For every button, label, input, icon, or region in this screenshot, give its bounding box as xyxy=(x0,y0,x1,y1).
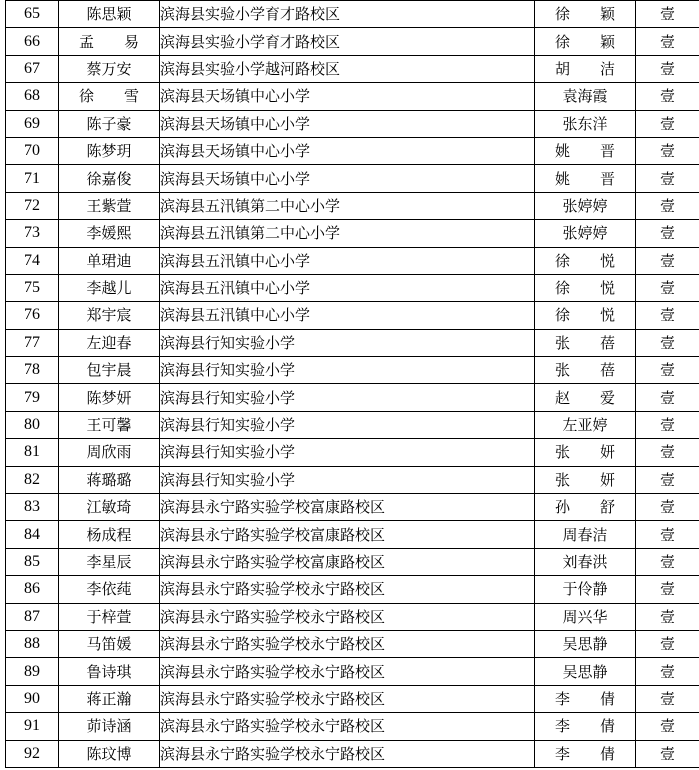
school-name-cell: 滨海县永宁路实验学校永宁路校区 xyxy=(160,685,535,712)
table-row xyxy=(6,603,699,630)
student-name-cell: 周欣雨 xyxy=(59,439,160,466)
table-row xyxy=(6,274,699,301)
award-grade-cell: 壹 xyxy=(636,685,699,712)
teacher-name-cell: 张 妍 xyxy=(535,466,636,493)
row-number-cell: 66 xyxy=(6,28,59,55)
award-grade-cell: 壹 xyxy=(636,658,699,685)
student-name-cell: 徐嘉俊 xyxy=(59,165,160,192)
student-name-cell: 左迎春 xyxy=(59,329,160,356)
award-roster-table xyxy=(5,0,699,768)
row-number-cell: 84 xyxy=(6,521,59,548)
row-number-cell: 86 xyxy=(6,576,59,603)
student-name-cell: 蒋正瀚 xyxy=(59,685,160,712)
school-name-cell: 滨海县永宁路实验学校永宁路校区 xyxy=(160,576,535,603)
table-row xyxy=(6,247,699,274)
school-name-cell: 滨海县永宁路实验学校富康路校区 xyxy=(160,521,535,548)
student-name-cell: 蔡万安 xyxy=(59,55,160,82)
student-name-cell: 郑宇宸 xyxy=(59,302,160,329)
school-name-cell: 滨海县天场镇中心小学 xyxy=(160,165,535,192)
student-name-cell: 马笛媛 xyxy=(59,630,160,657)
school-name-cell: 滨海县永宁路实验学校永宁路校区 xyxy=(160,630,535,657)
table-row xyxy=(6,192,699,219)
student-name-cell: 鲁诗琪 xyxy=(59,658,160,685)
teacher-name-cell: 周春洁 xyxy=(535,521,636,548)
school-name-cell: 滨海县五汛镇第二中心小学 xyxy=(160,192,535,219)
table-row xyxy=(6,576,699,603)
table-row xyxy=(6,521,699,548)
teacher-name-cell: 徐 悦 xyxy=(535,247,636,274)
school-name-cell: 滨海县永宁路实验学校永宁路校区 xyxy=(160,740,535,767)
school-name-cell: 滨海县实验小学越河路校区 xyxy=(160,55,535,82)
teacher-name-cell: 徐 颖 xyxy=(535,28,636,55)
award-grade-cell: 壹 xyxy=(636,740,699,767)
student-name-cell: 陈玟博 xyxy=(59,740,160,767)
award-grade-cell: 壹 xyxy=(636,28,699,55)
row-number-cell: 74 xyxy=(6,247,59,274)
student-name-cell: 李越儿 xyxy=(59,274,160,301)
award-grade-cell: 壹 xyxy=(636,466,699,493)
student-name-cell: 茆诗涵 xyxy=(59,713,160,740)
school-name-cell: 滨海县实验小学育才路校区 xyxy=(160,28,535,55)
award-grade-cell: 壹 xyxy=(636,165,699,192)
school-name-cell: 滨海县天场镇中心小学 xyxy=(160,137,535,164)
row-number-cell: 79 xyxy=(6,384,59,411)
table-row xyxy=(6,411,699,438)
table-row xyxy=(6,220,699,247)
student-name-cell: 徐 雪 xyxy=(59,83,160,110)
row-number-cell: 78 xyxy=(6,357,59,384)
row-number-cell: 89 xyxy=(6,658,59,685)
student-name-cell: 包宇晨 xyxy=(59,357,160,384)
table-row xyxy=(6,384,699,411)
award-grade-cell: 壹 xyxy=(636,329,699,356)
award-grade-cell: 壹 xyxy=(636,548,699,575)
award-grade-cell: 壹 xyxy=(636,713,699,740)
school-name-cell: 滨海县永宁路实验学校富康路校区 xyxy=(160,494,535,521)
teacher-name-cell: 周兴华 xyxy=(535,603,636,630)
teacher-name-cell: 赵 爱 xyxy=(535,384,636,411)
table-row xyxy=(6,548,699,575)
school-name-cell: 滨海县永宁路实验学校永宁路校区 xyxy=(160,713,535,740)
row-number-cell: 72 xyxy=(6,192,59,219)
row-number-cell: 69 xyxy=(6,110,59,137)
award-grade-cell: 壹 xyxy=(636,220,699,247)
teacher-name-cell: 姚 晋 xyxy=(535,165,636,192)
school-name-cell: 滨海县五汛镇中心小学 xyxy=(160,247,535,274)
table-row xyxy=(6,83,699,110)
row-number-cell: 77 xyxy=(6,329,59,356)
teacher-name-cell: 张 妍 xyxy=(535,439,636,466)
table-row xyxy=(6,302,699,329)
row-number-cell: 82 xyxy=(6,466,59,493)
school-name-cell: 滨海县五汛镇第二中心小学 xyxy=(160,220,535,247)
table-row xyxy=(6,55,699,82)
student-name-cell: 陈子豪 xyxy=(59,110,160,137)
table-row xyxy=(6,685,699,712)
row-number-cell: 91 xyxy=(6,713,59,740)
school-name-cell: 滨海县行知实验小学 xyxy=(160,329,535,356)
award-grade-cell: 壹 xyxy=(636,439,699,466)
row-number-cell: 71 xyxy=(6,165,59,192)
school-name-cell: 滨海县五汛镇中心小学 xyxy=(160,302,535,329)
school-name-cell: 滨海县永宁路实验学校富康路校区 xyxy=(160,548,535,575)
school-name-cell: 滨海县行知实验小学 xyxy=(160,357,535,384)
teacher-name-cell: 袁海霞 xyxy=(535,83,636,110)
award-grade-cell: 壹 xyxy=(636,110,699,137)
teacher-name-cell: 姚 晋 xyxy=(535,137,636,164)
table-row xyxy=(6,439,699,466)
row-number-cell: 73 xyxy=(6,220,59,247)
teacher-name-cell: 张 蓓 xyxy=(535,357,636,384)
row-number-cell: 75 xyxy=(6,274,59,301)
school-name-cell: 滨海县行知实验小学 xyxy=(160,384,535,411)
student-name-cell: 单珺迪 xyxy=(59,247,160,274)
row-number-cell: 92 xyxy=(6,740,59,767)
row-number-cell: 65 xyxy=(6,1,59,28)
student-name-cell: 蒋璐璐 xyxy=(59,466,160,493)
row-number-cell: 90 xyxy=(6,685,59,712)
award-grade-cell: 壹 xyxy=(636,521,699,548)
teacher-name-cell: 徐 悦 xyxy=(535,274,636,301)
table-row xyxy=(6,658,699,685)
student-name-cell: 孟 易 xyxy=(59,28,160,55)
student-name-cell: 王可馨 xyxy=(59,411,160,438)
row-number-cell: 68 xyxy=(6,83,59,110)
row-number-cell: 83 xyxy=(6,494,59,521)
row-number-cell: 88 xyxy=(6,630,59,657)
teacher-name-cell: 徐 颖 xyxy=(535,1,636,28)
teacher-name-cell: 孙 舒 xyxy=(535,494,636,521)
row-number-cell: 85 xyxy=(6,548,59,575)
school-name-cell: 滨海县永宁路实验学校永宁路校区 xyxy=(160,603,535,630)
school-name-cell: 滨海县行知实验小学 xyxy=(160,439,535,466)
award-grade-cell: 壹 xyxy=(636,247,699,274)
award-grade-cell: 壹 xyxy=(636,357,699,384)
table-row xyxy=(6,494,699,521)
award-grade-cell: 壹 xyxy=(636,55,699,82)
teacher-name-cell: 吴思静 xyxy=(535,630,636,657)
student-name-cell: 陈梦玥 xyxy=(59,137,160,164)
teacher-name-cell: 李 倩 xyxy=(535,713,636,740)
teacher-name-cell: 李 倩 xyxy=(535,740,636,767)
student-name-cell: 陈梦妍 xyxy=(59,384,160,411)
table-row xyxy=(6,165,699,192)
table-row xyxy=(6,137,699,164)
award-grade-cell: 壹 xyxy=(636,274,699,301)
teacher-name-cell: 于伶静 xyxy=(535,576,636,603)
teacher-name-cell: 张婷婷 xyxy=(535,192,636,219)
teacher-name-cell: 刘春洪 xyxy=(535,548,636,575)
school-name-cell: 滨海县行知实验小学 xyxy=(160,466,535,493)
teacher-name-cell: 吴思静 xyxy=(535,658,636,685)
teacher-name-cell: 胡 洁 xyxy=(535,55,636,82)
teacher-name-cell: 张婷婷 xyxy=(535,220,636,247)
table-row xyxy=(6,28,699,55)
table-row xyxy=(6,466,699,493)
award-grade-cell: 壹 xyxy=(636,576,699,603)
row-number-cell: 87 xyxy=(6,603,59,630)
table-row xyxy=(6,357,699,384)
school-name-cell: 滨海县五汛镇中心小学 xyxy=(160,274,535,301)
school-name-cell: 滨海县行知实验小学 xyxy=(160,411,535,438)
award-grade-cell: 壹 xyxy=(636,302,699,329)
table-row xyxy=(6,740,699,767)
award-grade-cell: 壹 xyxy=(636,384,699,411)
teacher-name-cell: 张东洋 xyxy=(535,110,636,137)
teacher-name-cell: 徐 悦 xyxy=(535,302,636,329)
table-row xyxy=(6,110,699,137)
row-number-cell: 80 xyxy=(6,411,59,438)
row-number-cell: 70 xyxy=(6,137,59,164)
award-grade-cell: 壹 xyxy=(636,192,699,219)
school-name-cell: 滨海县天场镇中心小学 xyxy=(160,83,535,110)
student-name-cell: 于梓萱 xyxy=(59,603,160,630)
student-name-cell: 陈思颖 xyxy=(59,1,160,28)
teacher-name-cell: 左亚婷 xyxy=(535,411,636,438)
award-grade-cell: 壹 xyxy=(636,411,699,438)
school-name-cell: 滨海县实验小学育才路校区 xyxy=(160,1,535,28)
award-grade-cell: 壹 xyxy=(636,603,699,630)
award-grade-cell: 壹 xyxy=(636,494,699,521)
row-number-cell: 81 xyxy=(6,439,59,466)
teacher-name-cell: 李 倩 xyxy=(535,685,636,712)
award-grade-cell: 壹 xyxy=(636,137,699,164)
student-name-cell: 江敏琦 xyxy=(59,494,160,521)
table-row xyxy=(6,630,699,657)
award-grade-cell: 壹 xyxy=(636,83,699,110)
roster-body xyxy=(6,1,699,768)
table-row xyxy=(6,329,699,356)
school-name-cell: 滨海县永宁路实验学校永宁路校区 xyxy=(160,658,535,685)
award-roster-sheet xyxy=(5,0,697,768)
student-name-cell: 王紫萱 xyxy=(59,192,160,219)
row-number-cell: 67 xyxy=(6,55,59,82)
student-name-cell: 李星辰 xyxy=(59,548,160,575)
award-grade-cell: 壹 xyxy=(636,630,699,657)
table-row xyxy=(6,1,699,28)
student-name-cell: 李媛熙 xyxy=(59,220,160,247)
row-number-cell: 76 xyxy=(6,302,59,329)
school-name-cell: 滨海县天场镇中心小学 xyxy=(160,110,535,137)
student-name-cell: 李依莼 xyxy=(59,576,160,603)
award-grade-cell: 壹 xyxy=(636,1,699,28)
table-row xyxy=(6,713,699,740)
teacher-name-cell: 张 蓓 xyxy=(535,329,636,356)
student-name-cell: 杨成程 xyxy=(59,521,160,548)
